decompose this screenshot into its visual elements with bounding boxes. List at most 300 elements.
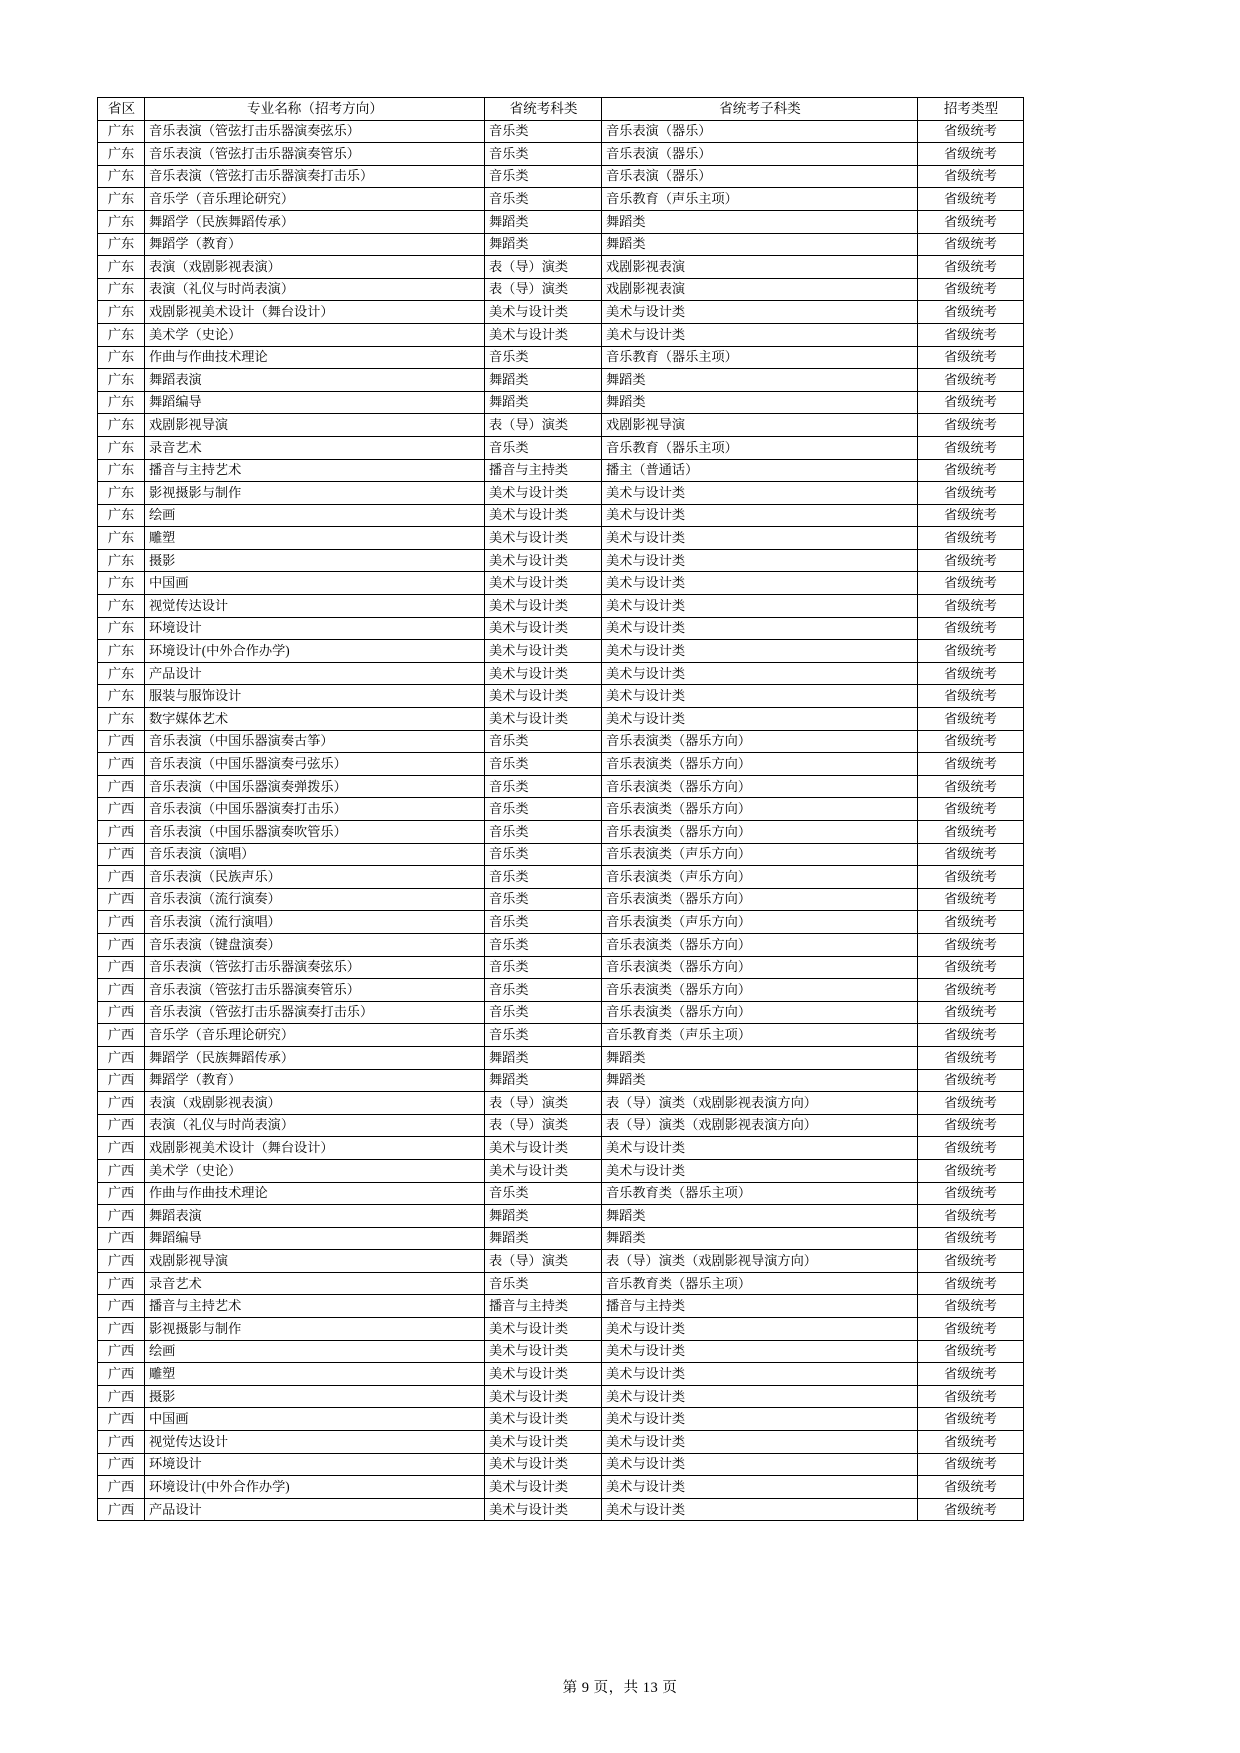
cell-admission-type: 省级统考 — [918, 1001, 1024, 1024]
table-row — [98, 1340, 1024, 1363]
cell-exam-subcategory: 音乐表演类（器乐方向） — [602, 956, 918, 979]
column-header-province: 省区 — [98, 98, 145, 121]
cell-exam-category: 美术与设计类 — [485, 572, 602, 595]
cell-province: 广西 — [98, 979, 145, 1002]
table-row — [98, 1001, 1024, 1024]
page-footer: 第 9 页，共 13 页 — [562, 1680, 678, 1696]
cell-admission-type: 省级统考 — [918, 572, 1024, 595]
cell-admission-type: 省级统考 — [918, 617, 1024, 640]
cell-admission-type: 省级统考 — [918, 233, 1024, 256]
table-row — [98, 1159, 1024, 1182]
cell-major-name: 影视摄影与制作 — [145, 482, 485, 505]
cell-exam-subcategory: 舞蹈类 — [602, 1046, 918, 1069]
cell-exam-category: 音乐类 — [485, 188, 602, 211]
cell-major-name: 录音艺术 — [145, 436, 485, 459]
cell-major-name: 音乐表演（中国乐器演奏弓弦乐） — [145, 753, 485, 776]
cell-exam-subcategory: 美术与设计类 — [602, 527, 918, 550]
cell-province: 广东 — [98, 595, 145, 618]
cell-major-name: 数字媒体艺术 — [145, 708, 485, 731]
cell-major-name: 音乐表演（流行演唱） — [145, 911, 485, 934]
cell-exam-category: 音乐类 — [485, 821, 602, 844]
table-body — [98, 120, 1024, 1521]
cell-exam-subcategory: 表（导）演类（戏剧影视表演方向） — [602, 1092, 918, 1115]
cell-exam-category: 美术与设计类 — [485, 662, 602, 685]
cell-exam-category: 音乐类 — [485, 933, 602, 956]
cell-exam-subcategory: 美术与设计类 — [602, 1137, 918, 1160]
cell-exam-subcategory: 美术与设计类 — [602, 1318, 918, 1341]
cell-major-name: 播音与主持艺术 — [145, 1295, 485, 1318]
table-row — [98, 730, 1024, 753]
cell-province: 广东 — [98, 572, 145, 595]
cell-major-name: 环境设计(中外合作办学) — [145, 1476, 485, 1499]
table-row — [98, 1205, 1024, 1228]
cell-major-name: 中国画 — [145, 572, 485, 595]
table-row — [98, 662, 1024, 685]
cell-exam-category: 表（导）演类 — [485, 256, 602, 279]
cell-province: 广东 — [98, 527, 145, 550]
table-row — [98, 414, 1024, 437]
cell-exam-category: 音乐类 — [485, 1024, 602, 1047]
table-row — [98, 210, 1024, 233]
cell-major-name: 视觉传达设计 — [145, 1431, 485, 1454]
cell-exam-category: 美术与设计类 — [485, 685, 602, 708]
cell-exam-subcategory: 音乐表演类（声乐方向） — [602, 866, 918, 889]
column-header-exam-subcategory: 省统考子科类 — [602, 98, 918, 121]
cell-exam-category: 舞蹈类 — [485, 369, 602, 392]
cell-exam-category: 音乐类 — [485, 956, 602, 979]
cell-major-name: 作曲与作曲技术理论 — [145, 1182, 485, 1205]
cell-province: 广东 — [98, 346, 145, 369]
cell-major-name: 摄影 — [145, 549, 485, 572]
cell-admission-type: 省级统考 — [918, 956, 1024, 979]
table-row — [98, 1046, 1024, 1069]
column-header-major-name: 专业名称（招考方向） — [145, 98, 485, 121]
table-row — [98, 188, 1024, 211]
cell-major-name: 音乐学（音乐理论研究） — [145, 1024, 485, 1047]
cell-admission-type: 省级统考 — [918, 120, 1024, 143]
cell-exam-category: 舞蹈类 — [485, 233, 602, 256]
cell-exam-category: 音乐类 — [485, 1001, 602, 1024]
cell-province: 广西 — [98, 911, 145, 934]
cell-exam-category: 表（导）演类 — [485, 278, 602, 301]
cell-admission-type: 省级统考 — [918, 165, 1024, 188]
cell-exam-category: 舞蹈类 — [485, 1227, 602, 1250]
cell-major-name: 环境设计(中外合作办学) — [145, 640, 485, 663]
cell-exam-subcategory: 舞蹈类 — [602, 233, 918, 256]
cell-admission-type: 省级统考 — [918, 1340, 1024, 1363]
cell-province: 广东 — [98, 391, 145, 414]
cell-exam-subcategory: 音乐表演类（器乐方向） — [602, 979, 918, 1002]
cell-admission-type: 省级统考 — [918, 979, 1024, 1002]
cell-admission-type: 省级统考 — [918, 662, 1024, 685]
cell-admission-type: 省级统考 — [918, 1227, 1024, 1250]
cell-major-name: 产品设计 — [145, 662, 485, 685]
cell-exam-subcategory: 舞蹈类 — [602, 391, 918, 414]
cell-exam-subcategory: 美术与设计类 — [602, 572, 918, 595]
table-row — [98, 1498, 1024, 1521]
cell-exam-subcategory: 舞蹈类 — [602, 1205, 918, 1228]
cell-province: 广西 — [98, 933, 145, 956]
cell-exam-subcategory: 表（导）演类（戏剧影视导演方向） — [602, 1250, 918, 1273]
cell-exam-category: 舞蹈类 — [485, 1205, 602, 1228]
table-row — [98, 256, 1024, 279]
table-row — [98, 1024, 1024, 1047]
cell-exam-subcategory: 美术与设计类 — [602, 301, 918, 324]
cell-exam-category: 音乐类 — [485, 843, 602, 866]
cell-province: 广东 — [98, 617, 145, 640]
cell-province: 广东 — [98, 459, 145, 482]
cell-admission-type: 省级统考 — [918, 256, 1024, 279]
cell-province: 广西 — [98, 821, 145, 844]
table-row — [98, 1114, 1024, 1137]
table-row — [98, 346, 1024, 369]
cell-admission-type: 省级统考 — [918, 753, 1024, 776]
cell-exam-subcategory: 戏剧影视表演 — [602, 256, 918, 279]
cell-exam-subcategory: 美术与设计类 — [602, 1431, 918, 1454]
cell-major-name: 音乐表演（管弦打击乐器演奏弦乐） — [145, 956, 485, 979]
cell-exam-subcategory: 音乐教育（器乐主项） — [602, 436, 918, 459]
table-header-row — [98, 98, 1024, 121]
cell-province: 广西 — [98, 1001, 145, 1024]
table-row — [98, 301, 1024, 324]
cell-exam-subcategory: 音乐表演类（器乐方向） — [602, 933, 918, 956]
cell-exam-subcategory: 美术与设计类 — [602, 549, 918, 572]
cell-major-name: 舞蹈编导 — [145, 1227, 485, 1250]
cell-admission-type: 省级统考 — [918, 1408, 1024, 1431]
cell-province: 广西 — [98, 1182, 145, 1205]
cell-province: 广西 — [98, 843, 145, 866]
table-row — [98, 843, 1024, 866]
cell-exam-category: 音乐类 — [485, 979, 602, 1002]
table-row — [98, 1408, 1024, 1431]
cell-exam-category: 音乐类 — [485, 165, 602, 188]
cell-exam-category: 表（导）演类 — [485, 1250, 602, 1273]
table-row — [98, 956, 1024, 979]
table-row — [98, 753, 1024, 776]
cell-exam-category: 音乐类 — [485, 911, 602, 934]
cell-major-name: 音乐表演（中国乐器演奏弹拨乐） — [145, 775, 485, 798]
cell-major-name: 绘画 — [145, 504, 485, 527]
cell-exam-category: 音乐类 — [485, 866, 602, 889]
cell-exam-category: 表（导）演类 — [485, 1114, 602, 1137]
cell-exam-subcategory: 音乐表演类（器乐方向） — [602, 730, 918, 753]
cell-exam-subcategory: 美术与设计类 — [602, 1476, 918, 1499]
cell-major-name: 环境设计 — [145, 617, 485, 640]
cell-admission-type: 省级统考 — [918, 188, 1024, 211]
cell-exam-category: 美术与设计类 — [485, 1318, 602, 1341]
table-row — [98, 866, 1024, 889]
cell-exam-subcategory: 音乐表演类（声乐方向） — [602, 843, 918, 866]
table-row — [98, 1227, 1024, 1250]
cell-exam-category: 美术与设计类 — [485, 617, 602, 640]
cell-admission-type: 省级统考 — [918, 1431, 1024, 1454]
cell-exam-category: 音乐类 — [485, 775, 602, 798]
cell-exam-subcategory: 美术与设计类 — [602, 323, 918, 346]
cell-exam-category: 舞蹈类 — [485, 1046, 602, 1069]
table-row — [98, 1295, 1024, 1318]
cell-province: 广西 — [98, 1137, 145, 1160]
cell-exam-category: 美术与设计类 — [485, 504, 602, 527]
table-row — [98, 821, 1024, 844]
cell-exam-category: 音乐类 — [485, 1272, 602, 1295]
cell-admission-type: 省级统考 — [918, 798, 1024, 821]
cell-exam-category: 音乐类 — [485, 436, 602, 459]
table-row — [98, 1069, 1024, 1092]
table-row — [98, 323, 1024, 346]
table-row — [98, 143, 1024, 166]
cell-exam-subcategory: 音乐表演类（器乐方向） — [602, 888, 918, 911]
cell-major-name: 影视摄影与制作 — [145, 1318, 485, 1341]
cell-province: 广西 — [98, 1069, 145, 1092]
table-row — [98, 798, 1024, 821]
cell-exam-subcategory: 音乐教育类（器乐主项） — [602, 1272, 918, 1295]
cell-exam-category: 美术与设计类 — [485, 1385, 602, 1408]
cell-exam-category: 美术与设计类 — [485, 1363, 602, 1386]
cell-major-name: 雕塑 — [145, 527, 485, 550]
cell-exam-subcategory: 音乐教育（声乐主项） — [602, 188, 918, 211]
table-row — [98, 640, 1024, 663]
cell-admission-type: 省级统考 — [918, 1024, 1024, 1047]
cell-province: 广西 — [98, 1363, 145, 1386]
cell-province: 广东 — [98, 708, 145, 731]
cell-exam-category: 音乐类 — [485, 346, 602, 369]
cell-exam-category: 美术与设计类 — [485, 301, 602, 324]
table-row — [98, 1250, 1024, 1273]
table-row — [98, 1182, 1024, 1205]
cell-admission-type: 省级统考 — [918, 369, 1024, 392]
cell-exam-category: 美术与设计类 — [485, 1159, 602, 1182]
cell-admission-type: 省级统考 — [918, 1295, 1024, 1318]
cell-province: 广东 — [98, 323, 145, 346]
cell-province: 广西 — [98, 753, 145, 776]
cell-major-name: 音乐表演（演唱） — [145, 843, 485, 866]
cell-admission-type: 省级统考 — [918, 708, 1024, 731]
cell-province: 广东 — [98, 436, 145, 459]
cell-admission-type: 省级统考 — [918, 1318, 1024, 1341]
table-row — [98, 1272, 1024, 1295]
cell-exam-category: 美术与设计类 — [485, 1340, 602, 1363]
cell-exam-subcategory: 音乐表演（器乐） — [602, 165, 918, 188]
cell-province: 广东 — [98, 662, 145, 685]
cell-major-name: 美术学（史论） — [145, 323, 485, 346]
cell-exam-category: 美术与设计类 — [485, 1476, 602, 1499]
cell-province: 广西 — [98, 888, 145, 911]
cell-exam-category: 美术与设计类 — [485, 1137, 602, 1160]
cell-major-name: 戏剧影视美术设计（舞台设计） — [145, 301, 485, 324]
cell-province: 广西 — [98, 1453, 145, 1476]
cell-admission-type: 省级统考 — [918, 323, 1024, 346]
cell-exam-category: 美术与设计类 — [485, 527, 602, 550]
cell-exam-subcategory: 美术与设计类 — [602, 1498, 918, 1521]
cell-province: 广西 — [98, 1385, 145, 1408]
cell-province: 广西 — [98, 1295, 145, 1318]
table-row — [98, 369, 1024, 392]
table-row — [98, 617, 1024, 640]
column-header-exam-category: 省统考科类 — [485, 98, 602, 121]
cell-major-name: 舞蹈学（教育） — [145, 233, 485, 256]
cell-admission-type: 省级统考 — [918, 1159, 1024, 1182]
cell-province: 广西 — [98, 1431, 145, 1454]
cell-admission-type: 省级统考 — [918, 888, 1024, 911]
cell-province: 广东 — [98, 188, 145, 211]
cell-admission-type: 省级统考 — [918, 866, 1024, 889]
cell-exam-category: 播音与主持类 — [485, 459, 602, 482]
cell-exam-subcategory: 音乐表演（器乐） — [602, 120, 918, 143]
table-row — [98, 933, 1024, 956]
cell-admission-type: 省级统考 — [918, 459, 1024, 482]
cell-exam-category: 音乐类 — [485, 888, 602, 911]
cell-admission-type: 省级统考 — [918, 1069, 1024, 1092]
cell-exam-subcategory: 音乐表演（器乐） — [602, 143, 918, 166]
column-header-admission-type: 招考类型 — [918, 98, 1024, 121]
table-row — [98, 911, 1024, 934]
cell-province: 广西 — [98, 956, 145, 979]
cell-admission-type: 省级统考 — [918, 210, 1024, 233]
cell-admission-type: 省级统考 — [918, 1272, 1024, 1295]
cell-admission-type: 省级统考 — [918, 346, 1024, 369]
cell-major-name: 戏剧影视导演 — [145, 414, 485, 437]
cell-major-name: 戏剧影视导演 — [145, 1250, 485, 1273]
cell-exam-subcategory: 表（导）演类（戏剧影视表演方向） — [602, 1114, 918, 1137]
cell-exam-subcategory: 美术与设计类 — [602, 685, 918, 708]
cell-exam-subcategory: 播音与主持类 — [602, 1295, 918, 1318]
cell-province: 广东 — [98, 504, 145, 527]
cell-exam-category: 美术与设计类 — [485, 323, 602, 346]
cell-admission-type: 省级统考 — [918, 1205, 1024, 1228]
cell-admission-type: 省级统考 — [918, 143, 1024, 166]
cell-major-name: 视觉传达设计 — [145, 595, 485, 618]
cell-exam-category: 美术与设计类 — [485, 1453, 602, 1476]
cell-exam-subcategory: 美术与设计类 — [602, 1408, 918, 1431]
cell-admission-type: 省级统考 — [918, 775, 1024, 798]
cell-major-name: 舞蹈学（民族舞蹈传承） — [145, 1046, 485, 1069]
cell-exam-subcategory: 音乐表演类（器乐方向） — [602, 798, 918, 821]
cell-province: 广西 — [98, 1498, 145, 1521]
table-row — [98, 1092, 1024, 1115]
cell-major-name: 服装与服饰设计 — [145, 685, 485, 708]
table-row — [98, 1318, 1024, 1341]
cell-major-name: 表演（礼仪与时尚表演） — [145, 278, 485, 301]
cell-admission-type: 省级统考 — [918, 391, 1024, 414]
cell-major-name: 中国画 — [145, 1408, 485, 1431]
cell-admission-type: 省级统考 — [918, 278, 1024, 301]
cell-province: 广东 — [98, 143, 145, 166]
cell-major-name: 音乐表演（管弦打击乐器演奏管乐） — [145, 979, 485, 1002]
cell-province: 广西 — [98, 1250, 145, 1273]
table-header — [98, 98, 1024, 121]
table-row — [98, 459, 1024, 482]
table-row — [98, 1476, 1024, 1499]
cell-major-name: 雕塑 — [145, 1363, 485, 1386]
cell-province: 广东 — [98, 278, 145, 301]
cell-exam-subcategory: 舞蹈类 — [602, 1069, 918, 1092]
cell-province: 广东 — [98, 482, 145, 505]
cell-major-name: 音乐表演（中国乐器演奏古筝） — [145, 730, 485, 753]
cell-exam-subcategory: 戏剧影视表演 — [602, 278, 918, 301]
cell-exam-category: 美术与设计类 — [485, 640, 602, 663]
cell-major-name: 美术学（史论） — [145, 1159, 485, 1182]
table-row — [98, 1137, 1024, 1160]
cell-major-name: 音乐表演（键盘演奏） — [145, 933, 485, 956]
cell-exam-subcategory: 音乐表演类（声乐方向） — [602, 911, 918, 934]
cell-province: 广西 — [98, 1114, 145, 1137]
cell-exam-subcategory: 音乐表演类（器乐方向） — [602, 775, 918, 798]
table-row — [98, 979, 1024, 1002]
cell-exam-category: 舞蹈类 — [485, 1069, 602, 1092]
cell-province: 广西 — [98, 730, 145, 753]
cell-province: 广东 — [98, 210, 145, 233]
cell-province: 广西 — [98, 1340, 145, 1363]
cell-province: 广东 — [98, 233, 145, 256]
cell-exam-subcategory: 美术与设计类 — [602, 1385, 918, 1408]
cell-province: 广西 — [98, 1408, 145, 1431]
cell-province: 广西 — [98, 1205, 145, 1228]
cell-admission-type: 省级统考 — [918, 1363, 1024, 1386]
cell-exam-category: 美术与设计类 — [485, 1498, 602, 1521]
cell-province: 广西 — [98, 1227, 145, 1250]
cell-major-name: 音乐表演（流行演奏） — [145, 888, 485, 911]
cell-admission-type: 省级统考 — [918, 911, 1024, 934]
table-row — [98, 482, 1024, 505]
table-row — [98, 165, 1024, 188]
cell-admission-type: 省级统考 — [918, 1250, 1024, 1273]
cell-major-name: 舞蹈表演 — [145, 369, 485, 392]
table-row — [98, 436, 1024, 459]
table-row — [98, 1363, 1024, 1386]
cell-major-name: 音乐学（音乐理论研究） — [145, 188, 485, 211]
cell-exam-subcategory: 美术与设计类 — [602, 708, 918, 731]
cell-province: 广西 — [98, 798, 145, 821]
cell-major-name: 舞蹈学（教育） — [145, 1069, 485, 1092]
cell-exam-subcategory: 音乐表演类（器乐方向） — [602, 821, 918, 844]
cell-exam-subcategory: 美术与设计类 — [602, 504, 918, 527]
table-row — [98, 278, 1024, 301]
cell-exam-category: 舞蹈类 — [485, 210, 602, 233]
cell-exam-subcategory: 舞蹈类 — [602, 369, 918, 392]
cell-province: 广东 — [98, 120, 145, 143]
cell-province: 广西 — [98, 1318, 145, 1341]
table-row — [98, 549, 1024, 572]
cell-major-name: 音乐表演（管弦打击乐器演奏打击乐） — [145, 1001, 485, 1024]
cell-major-name: 音乐表演（中国乐器演奏打击乐） — [145, 798, 485, 821]
table-row — [98, 527, 1024, 550]
cell-exam-subcategory: 美术与设计类 — [602, 617, 918, 640]
cell-province: 广东 — [98, 414, 145, 437]
cell-exam-category: 美术与设计类 — [485, 1431, 602, 1454]
cell-exam-category: 美术与设计类 — [485, 1408, 602, 1431]
cell-admission-type: 省级统考 — [918, 504, 1024, 527]
cell-exam-category: 舞蹈类 — [485, 391, 602, 414]
cell-exam-subcategory: 美术与设计类 — [602, 640, 918, 663]
cell-admission-type: 省级统考 — [918, 414, 1024, 437]
cell-province: 广西 — [98, 1046, 145, 1069]
cell-major-name: 音乐表演（管弦打击乐器演奏管乐） — [145, 143, 485, 166]
cell-exam-subcategory: 美术与设计类 — [602, 595, 918, 618]
cell-admission-type: 省级统考 — [918, 1046, 1024, 1069]
cell-exam-category: 表（导）演类 — [485, 414, 602, 437]
cell-major-name: 表演（戏剧影视表演） — [145, 256, 485, 279]
cell-exam-subcategory: 美术与设计类 — [602, 482, 918, 505]
cell-province: 广东 — [98, 369, 145, 392]
cell-province: 广西 — [98, 1476, 145, 1499]
cell-exam-category: 美术与设计类 — [485, 595, 602, 618]
cell-exam-subcategory: 音乐表演类（器乐方向） — [602, 1001, 918, 1024]
cell-exam-subcategory: 舞蹈类 — [602, 210, 918, 233]
table-row — [98, 1385, 1024, 1408]
cell-province: 广西 — [98, 1159, 145, 1182]
cell-exam-subcategory: 美术与设计类 — [602, 1453, 918, 1476]
cell-admission-type: 省级统考 — [918, 685, 1024, 708]
